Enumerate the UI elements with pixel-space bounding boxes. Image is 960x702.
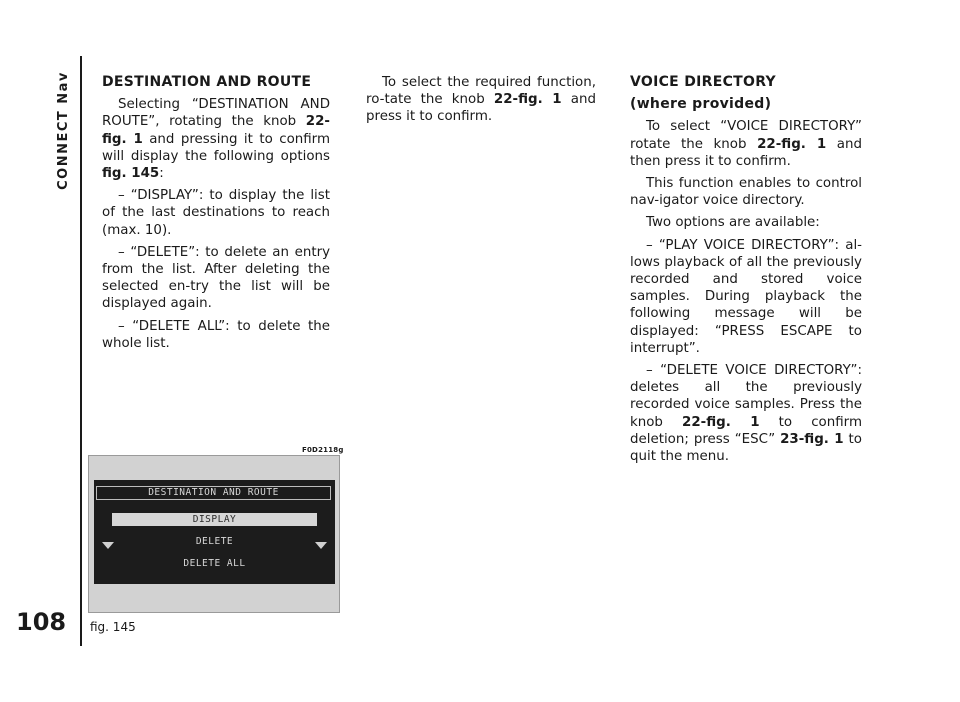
- paragraph-select-voice: [630, 118, 862, 170]
- down-arrow-icon: [315, 542, 327, 549]
- column-destination-route: [102, 74, 330, 357]
- paragraph-options: Two options are available:: [646, 215, 820, 231]
- heading-destination-route: DESTINATION AND ROUTE: [102, 74, 312, 90]
- text: and then press it to confirm.: [630, 136, 862, 169]
- menu-item-delete-all: DELETE ALL: [183, 558, 246, 569]
- down-arrow-icon: [102, 542, 114, 549]
- ref-knob: 22-fig. 1: [757, 136, 827, 152]
- paragraph-function: This function enables to control nav-igator voice directory.: [630, 176, 862, 209]
- figure-145-display: [88, 455, 340, 613]
- screen-title: DESTINATION AND ROUTE: [96, 486, 331, 500]
- text: To select the required function, ro-tate the knob: [366, 75, 596, 108]
- ref-knob: 22-fig. 1: [682, 414, 760, 430]
- ref-figure: fig. 145: [102, 166, 160, 182]
- paragraph-display: – “DISPLAY”: to display the list of the last destinations to reach (max. 10).: [102, 188, 330, 238]
- section-title-text: CONNECT Nav: [55, 70, 71, 190]
- section-side-title: [52, 70, 74, 190]
- paragraph-delete-voice: [630, 362, 862, 465]
- text: To select “VOICE DIRECTORY” rotate the knob: [630, 119, 862, 152]
- margin-rule: [80, 56, 82, 646]
- ref-esc: 23-fig. 1: [780, 431, 844, 447]
- heading-voice-directory: VOICE DIRECTORY: [630, 74, 776, 90]
- paragraph-delete-all: – “DELETE ALL”: to delete the whole list.: [102, 318, 330, 351]
- ref-knob: 22-fig. 1: [493, 92, 562, 108]
- text: – “DELETE VOICE DIRECTORY”: deletes all the previously recorded voice samples. Press the knob: [630, 363, 862, 430]
- text: Selecting “DESTINATION AND ROUTE”, rotating the knob: [102, 97, 330, 130]
- heading-where-provided: (where provided): [630, 96, 772, 113]
- figure-caption: fig. 145: [90, 620, 136, 634]
- text: :: [159, 166, 164, 182]
- column-voice-directory: [630, 74, 862, 470]
- text: to confirm deletion; press “ESC”: [630, 414, 862, 447]
- paragraph-play: – “PLAY VOICE DIRECTORY”: al-lows playback of all the previously recorded and stored voice samples. During playback the following message will be displayed: “PRESS ESCAPE to interrupt”.: [630, 237, 862, 356]
- text: to quit the menu.: [630, 431, 862, 465]
- text: and press it to confirm.: [366, 92, 596, 125]
- paragraph-intro: [102, 96, 330, 182]
- column-select-function: [366, 74, 596, 131]
- figure-code: F0D2118g: [302, 446, 344, 454]
- menu-item-delete: DELETE: [195, 536, 234, 547]
- paragraph-select: [366, 74, 596, 126]
- page-number: 108: [16, 608, 67, 636]
- menu-item-display: DISPLAY: [112, 513, 317, 526]
- paragraph-delete: – “DELETE”: to delete an entry from the list. After deleting the selected en-try the list will be displayed again.: [102, 244, 330, 312]
- text: and pressing it to confirm will display the following options: [102, 131, 330, 164]
- nav-screen: [94, 480, 335, 584]
- ref-knob: 22-fig. 1: [102, 114, 330, 147]
